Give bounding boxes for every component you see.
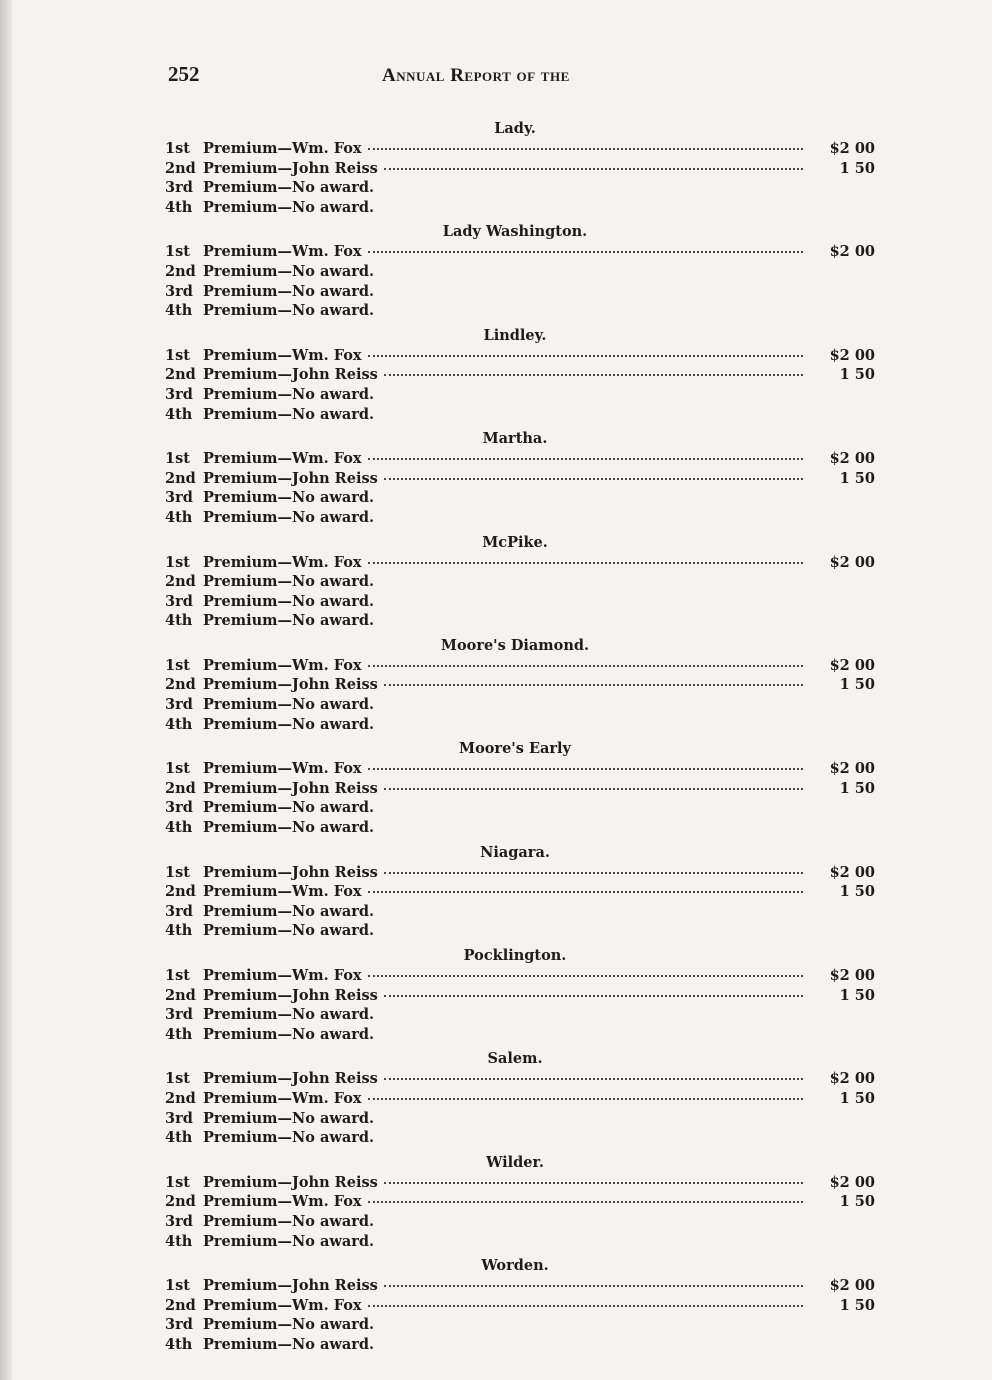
premium-entry: [165, 966, 875, 986]
premium-award-text: Premium—No award.: [203, 696, 375, 714]
premium-award-text: Premium—Wm. Fox: [203, 1193, 362, 1211]
dot-leader: [384, 374, 803, 376]
premium-entry: [165, 675, 875, 695]
premium-award-text: Premium—No award.: [203, 282, 375, 300]
dot-leader: [368, 148, 803, 150]
page-number: 252: [168, 62, 200, 86]
variety-section: [165, 1255, 875, 1354]
dot-leader: [368, 1201, 803, 1203]
premium-entry: [165, 798, 875, 818]
dot-leader: [384, 684, 803, 686]
premium-entry: [165, 282, 875, 302]
premium-place: 3rd: [165, 902, 193, 920]
premium-place: 4th: [165, 1025, 193, 1043]
premium-award-text: Premium—No award.: [203, 198, 375, 216]
premium-place: 2nd: [165, 883, 196, 901]
premium-place: 2nd: [165, 366, 196, 384]
premium-place: 2nd: [165, 1193, 196, 1211]
dot-leader: [384, 872, 803, 874]
variety-title: Niagara.: [480, 843, 550, 861]
premium-award-text: Premium—John Reiss: [203, 1070, 378, 1088]
variety-title: Lady Washington.: [442, 223, 588, 241]
premium-place: 3rd: [165, 489, 193, 507]
premium-place: 4th: [165, 1129, 193, 1147]
premium-entry: [165, 986, 875, 1006]
premium-award-text: Premium—No award.: [203, 819, 375, 837]
premium-award-text: Premium—Wm. Fox: [203, 450, 362, 468]
variety-title: Moore's Diamond.: [440, 636, 590, 654]
premium-place: 3rd: [165, 385, 193, 403]
premium-entry: [165, 1335, 875, 1355]
premium-entry: [165, 488, 875, 508]
premium-award-text: Premium—John Reiss: [203, 366, 378, 384]
premium-entry: [165, 1232, 875, 1252]
premium-amount: $2 00: [829, 1277, 875, 1295]
premium-award-text: Premium—Wm. Fox: [203, 1296, 362, 1314]
premium-award-text: Premium—No award.: [203, 573, 375, 591]
premium-award-text: Premium—Wm. Fox: [203, 140, 362, 157]
premium-award-text: Premium—Wm. Fox: [203, 967, 362, 984]
premium-award-text: Premium—John Reiss: [203, 863, 378, 881]
premium-entry: [165, 656, 875, 676]
dot-leader: [368, 251, 803, 253]
premium-award-text: Premium—No award.: [203, 1232, 375, 1250]
premium-place: 1st: [165, 760, 190, 778]
variety-section: [165, 1152, 875, 1251]
dot-leader: [384, 788, 803, 790]
variety-title: Worden.: [481, 1257, 549, 1275]
premium-amount: $2 00: [829, 1173, 875, 1191]
premium-amount: $2 00: [829, 863, 875, 881]
dot-leader: [384, 1078, 803, 1080]
premium-entry: [165, 1128, 875, 1148]
premium-place: 3rd: [165, 1212, 193, 1230]
premium-amount: 1 50: [839, 159, 875, 177]
variety-title: Martha.: [482, 430, 548, 448]
premium-amount: 1 50: [839, 469, 875, 487]
premium-place: 1st: [165, 450, 190, 468]
dot-leader: [384, 1182, 803, 1184]
running-title: Annual Report of the: [382, 65, 570, 86]
premium-award-text: Premium—Wm. Fox: [203, 1089, 362, 1107]
premium-place: 4th: [165, 1232, 193, 1250]
premium-entry: [165, 242, 875, 262]
premium-place: 1st: [165, 1173, 190, 1191]
premium-amount: 1 50: [839, 1193, 875, 1211]
premium-award-text: Premium—No award.: [203, 508, 375, 526]
premium-amount: $2 00: [829, 450, 875, 468]
premium-award-text: Premium—No award.: [203, 799, 375, 817]
premium-award-text: Premium—No award.: [203, 1129, 375, 1147]
premium-place: 3rd: [165, 1316, 193, 1334]
dot-leader: [368, 458, 803, 460]
variety-title: Salem.: [487, 1050, 543, 1068]
premium-award-text: Premium—John Reiss: [203, 779, 378, 797]
premium-amount: 1 50: [839, 1296, 875, 1314]
premium-entry: [165, 1173, 875, 1193]
premium-place: 1st: [165, 243, 190, 261]
premium-place: 2nd: [165, 1296, 196, 1314]
premium-amount: $2 00: [829, 656, 875, 674]
premium-award-text: Premium—John Reiss: [203, 1173, 378, 1191]
premium-entry: [165, 779, 875, 799]
premium-place: 2nd: [165, 986, 196, 1004]
book-spine-edge: [0, 0, 12, 1380]
premium-entry: [165, 1109, 875, 1129]
variety-title: Pocklington.: [463, 947, 567, 964]
premium-entry: [165, 695, 875, 715]
variety-section: [165, 1048, 875, 1147]
premium-entry: [165, 715, 875, 735]
premium-award-text: Premium—No award.: [203, 592, 375, 610]
premium-place: 4th: [165, 612, 193, 630]
dot-leader: [368, 1098, 803, 1100]
variety-title: Wilder.: [486, 1153, 544, 1171]
premium-entry: [165, 449, 875, 469]
premium-entry: [165, 301, 875, 321]
premium-place: 1st: [165, 863, 190, 881]
premium-place: 3rd: [165, 696, 193, 714]
premium-entry: [165, 1192, 875, 1212]
variety-section: [165, 635, 875, 734]
premium-place: 1st: [165, 346, 190, 364]
premium-award-text: Premium—John Reiss: [203, 159, 378, 177]
premium-award-text: Premium—Wm. Fox: [203, 346, 362, 364]
premium-entry: [165, 1025, 875, 1045]
variety-title: Lindley.: [483, 326, 547, 344]
premium-place: 4th: [165, 1335, 193, 1353]
premium-entry: [165, 611, 875, 631]
dot-leader: [368, 1305, 803, 1307]
variety-section: [165, 325, 875, 424]
premium-place: 2nd: [165, 1089, 196, 1107]
premium-entry: [165, 198, 875, 218]
premium-entry: [165, 508, 875, 528]
premium-award-text: Premium—No award.: [203, 1109, 375, 1127]
premium-place: 4th: [165, 715, 193, 733]
variety-section: [165, 532, 875, 631]
variety-title: Lady.: [494, 120, 536, 137]
premium-entry: [165, 759, 875, 779]
dot-leader: [368, 768, 803, 770]
dot-leader: [384, 478, 803, 480]
premium-entry: [165, 159, 875, 179]
variety-title: Moore's Early: [459, 740, 571, 758]
premium-award-text: Premium—No award.: [203, 1212, 375, 1230]
premium-award-text: Premium—No award.: [203, 612, 375, 630]
premium-amount: $2 00: [829, 967, 875, 984]
premium-amount: $2 00: [829, 346, 875, 364]
premium-amount: $2 00: [829, 553, 875, 571]
premium-award-text: Premium—Wm. Fox: [203, 760, 362, 778]
premium-award-text: Premium—No award.: [203, 489, 375, 507]
premium-entry: [165, 902, 875, 922]
dot-leader: [384, 1285, 803, 1287]
premium-award-text: Premium—John Reiss: [203, 1277, 378, 1295]
premium-award-text: Premium—No award.: [203, 302, 375, 320]
premium-amount: 1 50: [839, 986, 875, 1004]
premium-place: 1st: [165, 553, 190, 571]
premium-award-text: Premium—Wm. Fox: [203, 553, 362, 571]
premium-place: 4th: [165, 819, 193, 837]
premium-place: 4th: [165, 508, 193, 526]
premium-place: 4th: [165, 198, 193, 216]
variety-section: [165, 118, 875, 217]
premium-award-text: Premium—No award.: [203, 262, 375, 280]
premium-amount: $2 00: [829, 1070, 875, 1088]
premium-entry: [165, 469, 875, 489]
premium-amount: $2 00: [829, 243, 875, 261]
dot-leader: [368, 355, 803, 357]
variety-title: McPike.: [482, 533, 548, 551]
premium-place: 2nd: [165, 159, 196, 177]
premium-award-text: Premium—John Reiss: [203, 469, 378, 487]
dot-leader: [368, 562, 803, 564]
premium-amount: 1 50: [839, 883, 875, 901]
dot-leader: [368, 665, 803, 667]
premium-award-text: Premium—No award.: [203, 1316, 375, 1334]
premium-place: 2nd: [165, 262, 196, 280]
premium-place: 1st: [165, 656, 190, 674]
premium-entry: [165, 818, 875, 838]
premium-award-text: Premium—No award.: [203, 179, 375, 197]
premium-place: 3rd: [165, 799, 193, 817]
premium-place: 4th: [165, 922, 193, 940]
premium-award-text: Premium—No award.: [203, 1025, 375, 1043]
premium-place: 4th: [165, 405, 193, 423]
premium-place: 3rd: [165, 1006, 193, 1024]
premium-place: 3rd: [165, 1109, 193, 1127]
premium-entry: [165, 385, 875, 405]
premium-entry: [165, 1005, 875, 1025]
premium-award-text: Premium—No award.: [203, 715, 375, 733]
premium-place: 1st: [165, 1070, 190, 1088]
premium-entry: [165, 178, 875, 198]
premium-entry: [165, 921, 875, 941]
premium-award-text: Premium—No award.: [203, 902, 375, 920]
premium-place: 1st: [165, 967, 190, 984]
premium-place: 2nd: [165, 469, 196, 487]
premium-entry: [165, 572, 875, 592]
premium-place: 3rd: [165, 179, 193, 197]
page-header: [168, 62, 868, 92]
premium-award-text: Premium—No award.: [203, 1006, 375, 1024]
premium-list: [165, 118, 875, 1359]
variety-section: [165, 221, 875, 320]
premium-entry: [165, 405, 875, 425]
premium-place: 1st: [165, 140, 190, 157]
dot-leader: [368, 891, 803, 893]
premium-award-text: Premium—Wm. Fox: [203, 243, 362, 261]
dot-leader: [384, 168, 803, 170]
premium-entry: [165, 365, 875, 385]
premium-entry: [165, 139, 875, 159]
premium-entry: [165, 1069, 875, 1089]
premium-amount: 1 50: [839, 1089, 875, 1107]
premium-entry: [165, 592, 875, 612]
variety-section: [165, 428, 875, 527]
variety-section: [165, 738, 875, 837]
premium-amount: 1 50: [839, 779, 875, 797]
premium-place: 2nd: [165, 779, 196, 797]
premium-place: 4th: [165, 302, 193, 320]
premium-entry: [165, 1296, 875, 1316]
premium-award-text: Premium—John Reiss: [203, 986, 378, 1004]
premium-award-text: Premium—Wm. Fox: [203, 883, 362, 901]
variety-section: [165, 842, 875, 941]
premium-entry: [165, 1315, 875, 1335]
premium-entry: [165, 262, 875, 282]
premium-entry: [165, 1212, 875, 1232]
premium-amount: $2 00: [829, 760, 875, 778]
variety-section: [165, 945, 875, 1044]
dot-leader: [368, 975, 803, 977]
premium-award-text: Premium—No award.: [203, 385, 375, 403]
premium-award-text: Premium—No award.: [203, 922, 375, 940]
premium-place: 2nd: [165, 573, 196, 591]
premium-entry: [165, 863, 875, 883]
premium-place: 3rd: [165, 592, 193, 610]
premium-award-text: Premium—John Reiss: [203, 676, 378, 694]
premium-amount: 1 50: [839, 366, 875, 384]
premium-place: 3rd: [165, 282, 193, 300]
premium-award-text: Premium—No award.: [203, 405, 375, 423]
premium-entry: [165, 1276, 875, 1296]
premium-award-text: Premium—Wm. Fox: [203, 656, 362, 674]
dot-leader: [384, 995, 803, 997]
premium-entry: [165, 1089, 875, 1109]
premium-entry: [165, 346, 875, 366]
premium-place: 2nd: [165, 676, 196, 694]
premium-entry: [165, 553, 875, 573]
premium-place: 1st: [165, 1277, 190, 1295]
premium-amount: $2 00: [829, 140, 875, 157]
premium-award-text: Premium—No award.: [203, 1335, 375, 1353]
premium-amount: 1 50: [839, 676, 875, 694]
premium-entry: [165, 882, 875, 902]
